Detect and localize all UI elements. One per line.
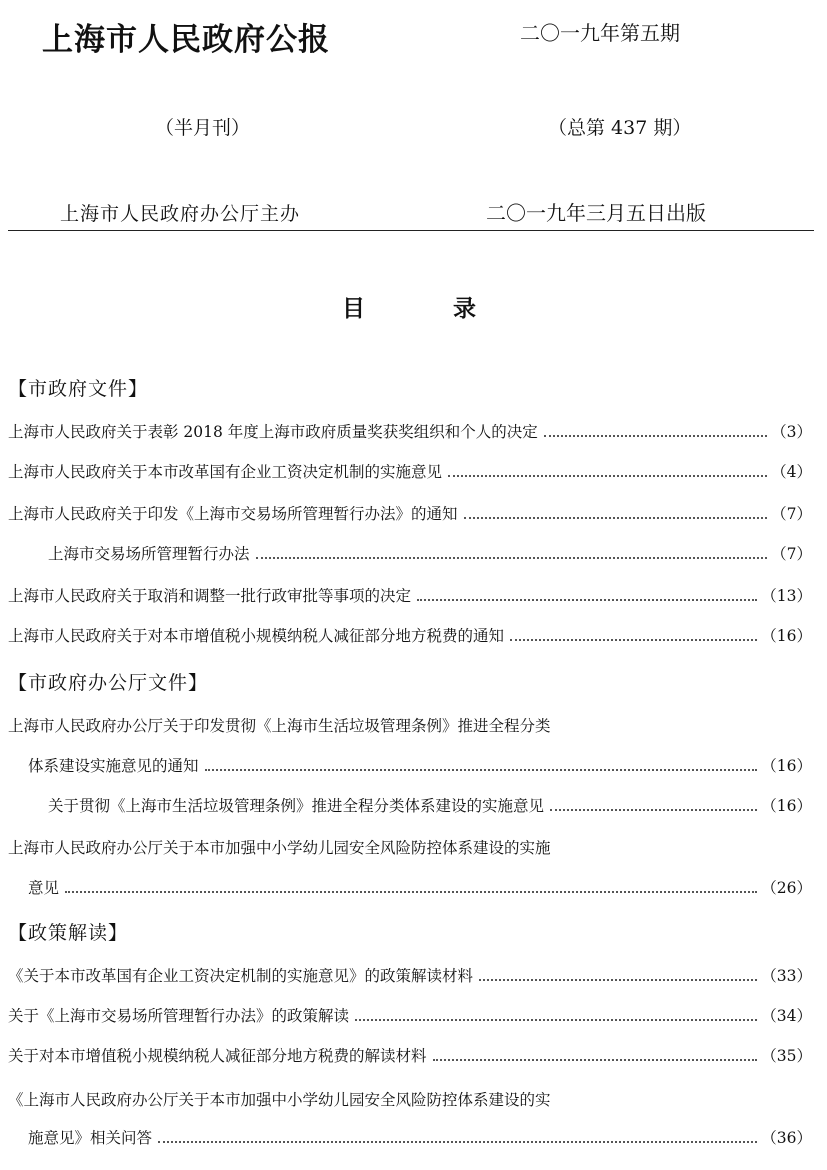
toc-entry[interactable] [28,754,812,776]
toc-title-right: 录 [453,296,476,322]
section-heading-policy-interpretation: 【政策解读】 [8,922,129,944]
toc-entry-page: （16） [761,627,812,645]
toc-entry-page: （13） [761,587,812,605]
section-heading-gov-docs: 【市政府文件】 [8,378,149,400]
dot-leader [550,809,757,811]
toc-entry[interactable] [8,584,812,606]
toc-entry-page: （16） [761,757,812,775]
dot-leader [256,557,768,559]
toc-entry-page: （7） [771,505,812,523]
dot-leader [479,979,757,981]
sponsor-line: 上海市人民政府办公厅主办 [60,203,301,225]
toc-entry-page: （36） [761,1129,812,1147]
dot-leader [158,1141,757,1143]
total-issue-number: （总第 437 期） [548,117,692,139]
toc-entry-title: 上海市人民政府关于取消和调整一批行政审批等事项的决定 [8,587,412,605]
toc-entry-page: （7） [771,545,812,563]
toc-entry-page: （34） [761,1007,812,1025]
toc-entry[interactable] [8,460,812,482]
toc-entry-title: 上海市人民政府关于对本市增值税小规模纳税人减征部分地方税费的通知 [8,627,505,645]
toc-title-left: 目 [342,296,365,322]
publication-frequency: （半月刊） [155,117,251,139]
dot-leader [510,639,757,641]
dot-leader [65,891,757,893]
toc-entry-title: 上海市交易场所管理暂行办法 [48,545,250,563]
toc-entry-title: 体系建设实施意见的通知 [28,757,199,775]
toc-subentry[interactable] [48,542,812,564]
masthead-title: 上海市人民政府公报 [42,22,330,58]
toc-title [342,290,476,323]
toc-entry-title: 《关于本市改革国有企业工资决定机制的实施意见》的政策解读材料 [8,967,474,985]
toc-entry-title: 施意见》相关问答 [28,1129,153,1147]
toc-entry-title: 关于《上海市交易场所管理暂行办法》的政策解读 [8,1007,350,1025]
dot-leader [544,435,767,437]
issue-number: 二〇一九年第五期 [520,21,680,45]
toc-entry[interactable] [8,1044,812,1066]
toc-entry[interactable] [28,1126,812,1148]
toc-entry[interactable] [8,1004,812,1026]
toc-entry-title: 关于贯彻《上海市生活垃圾管理条例》推进全程分类体系建设的实施意见 [48,797,545,815]
toc-entry[interactable] [28,876,812,898]
toc-entry[interactable] [8,624,812,646]
dot-leader [448,475,767,477]
dot-leader [355,1019,757,1021]
toc-entry[interactable] [8,964,812,986]
toc-entry-page: （4） [771,463,812,481]
dot-leader [417,599,757,601]
toc-entry-title: 上海市人民政府关于本市改革国有企业工资决定机制的实施意见 [8,463,443,481]
toc-entry-title: 上海市人民政府关于表彰 2018 年度上海市政府质量奖获奖组织和个人的决定 [8,423,538,441]
publish-date: 二〇一九年三月五日出版 [486,201,706,225]
dot-leader [205,769,758,771]
toc-entry-title-line1[interactable]: 《上海市人民政府办公厅关于本市加强中小学幼儿园安全风险防控体系建设的实 [8,1091,551,1109]
section-heading-office-docs: 【市政府办公厅文件】 [8,672,209,694]
toc-entry-page: （35） [761,1047,812,1065]
toc-entry-page: （26） [761,879,812,897]
toc-entry-title-line1[interactable]: 上海市人民政府办公厅关于印发贯彻《上海市生活垃圾管理条例》推进全程分类 [8,717,551,735]
toc-entry-page: （16） [761,797,812,815]
toc-entry-page: （33） [761,967,812,985]
toc-entry[interactable] [8,502,812,524]
toc-entry-title: 上海市人民政府关于印发《上海市交易场所管理暂行办法》的通知 [8,505,458,523]
toc-entry[interactable] [8,420,812,442]
dot-leader [464,517,768,519]
toc-entry-title: 关于对本市增值税小规模纳税人减征部分地方税费的解读材料 [8,1047,427,1065]
toc-entry-title: 意见 [28,879,60,897]
dot-leader [433,1059,758,1061]
header-divider [8,230,814,231]
toc-entry-title-line1[interactable]: 上海市人民政府办公厅关于本市加强中小学幼儿园安全风险防控体系建设的实施 [8,839,551,857]
toc-subentry[interactable] [48,794,812,816]
toc-entry-page: （3） [771,423,812,441]
